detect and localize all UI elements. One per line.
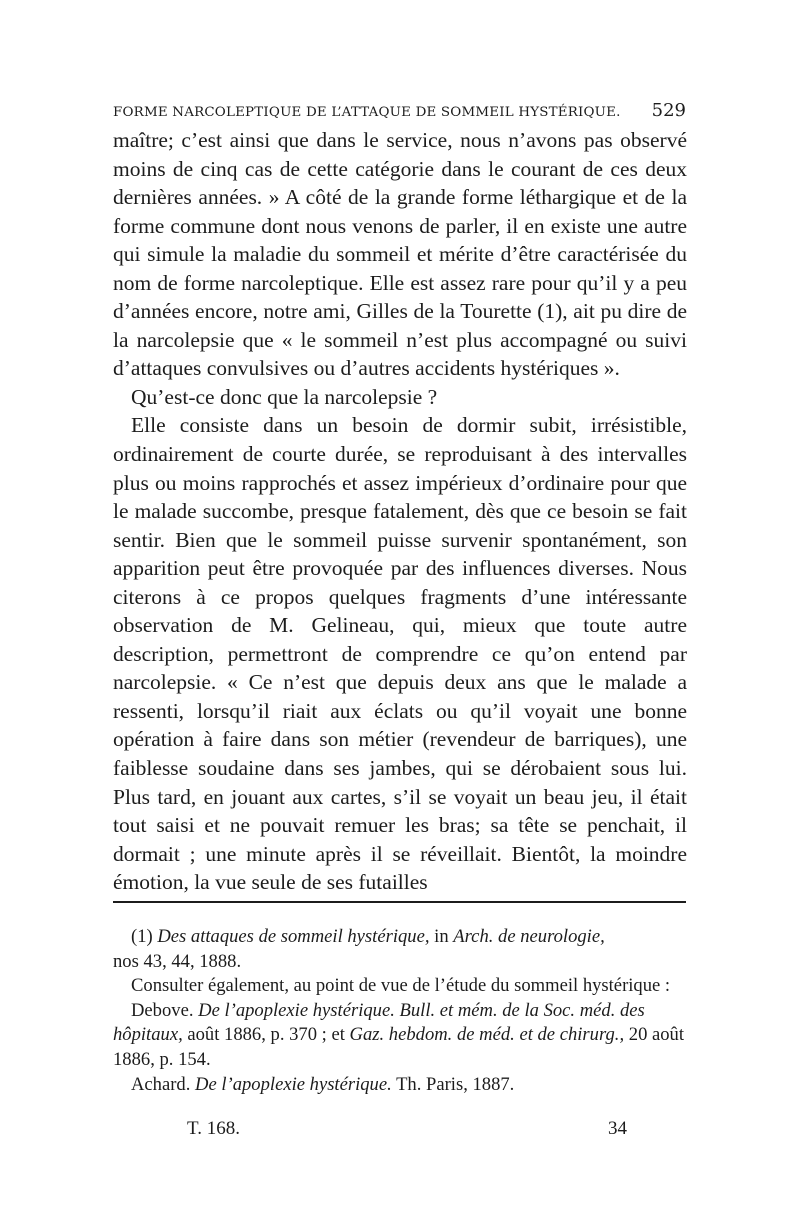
achard-ref: Th. Paris, 1887. <box>396 1073 515 1095</box>
page-footer <box>187 1118 627 1140</box>
page-number: 529 <box>651 100 686 121</box>
running-head <box>113 100 686 121</box>
debove-gazette: Gaz. hebdom. de méd. et de chirurg., <box>349 1024 625 1046</box>
body-text <box>113 126 687 897</box>
footnotes <box>113 925 687 1097</box>
debove-author: Debove. <box>131 999 194 1021</box>
footnote-consult: Consulter également, au point de vue de l’étude du sommeil hystérique : <box>131 975 671 997</box>
debove-title: De l’apoplexie hystérique. Bull. et mém. de la Soc. méd. des hôpitaux, <box>113 999 645 1046</box>
footnote-1-issues: nos 43, 44, 1888. <box>113 950 242 972</box>
footnote-rule <box>113 901 686 903</box>
debove-date: 20 août 1886, p. 154. <box>113 1024 685 1070</box>
footnote-1 <box>113 925 687 974</box>
paragraph-2: Qu’est-ce donc que la narcolepsie ? <box>131 384 438 409</box>
volume-number: T. 168. <box>187 1118 240 1139</box>
signature-number: 34 <box>608 1118 627 1139</box>
footnote-1-title: Des attaques de sommeil hystérique, <box>157 926 430 947</box>
footnote-1-journal: Arch. de neurologie, <box>453 926 605 947</box>
footnote-1-mark: (1) <box>131 926 153 947</box>
achard-title: De l’apoplexie hystérique. <box>195 1073 392 1095</box>
paragraph-3: Elle consiste dans un besoin de dormir subit, irrésistible, ordinairement de courte durée, se reproduisant à des intervalles plus ou moins rapprochés et assez impérieux d’ordinaire pour que le malade succombe, presque fatalement, dès que ce besoin se fait sentir. Bien que le sommeil puisse survenir spontanément, son apparition peut être provoquée par des influences diverses. Nous citerons à ce propos quelques fragments d’une intéressante observation de M. Gelineau, qui, mieux que toute autre description, permettront de comprendre ce qu’on entend par narcolepsie. « Ce n’est que depuis deux ans que le malade a ressenti, lorsqu’il riait aux éclats ou qu’il voyait une bonne opération à faire dans son métier (revendeur de barriques), une faiblesse soudaine dans ses jambes, qui se dérobaient sous lui. Plus tard, en jouant aux cartes, s’il se voyait un beau jeu, il était tout saisi et ne pouvait remuer les bras; sa tête se penchait, il dormait ; une minute après il se réveillait. Bientôt, la moindre émotion, la vue seule de ses futailles <box>113 413 687 895</box>
footnote-debove <box>113 999 687 1073</box>
paragraph-1: maître; c’est ainsi que dans le service, nous n’avons pas observé moins de cinq cas de cette catégorie dans le courant de ces deux dernières années. » A côté de la grande forme léthargique et de la forme commune dont nous venons de parler, il en existe une autre qui simule la maladie du sommeil et mérite d’être caractérisée du nom de forme narcoleptique. Elle est assez rare pour qu’il y a peu d’années encore, notre ami, Gilles de la Tourette (1), ait pu dire de la narcolepsie que « le sommeil n’est plus accompagné ou suivi d’attaques convulsives ou d’autres accidents hystériques ». <box>113 128 687 381</box>
debove-ref: août 1886, p. 370 ; et <box>187 1024 345 1046</box>
running-title: FORME NARCOLEPTIQUE DE L’ATTAQUE DE SOMMEIL HYSTÉRIQUE. <box>113 105 621 120</box>
footnote-achard <box>131 1073 687 1098</box>
achard-author: Achard. <box>131 1073 191 1095</box>
footnote-1-in: in <box>434 926 449 947</box>
